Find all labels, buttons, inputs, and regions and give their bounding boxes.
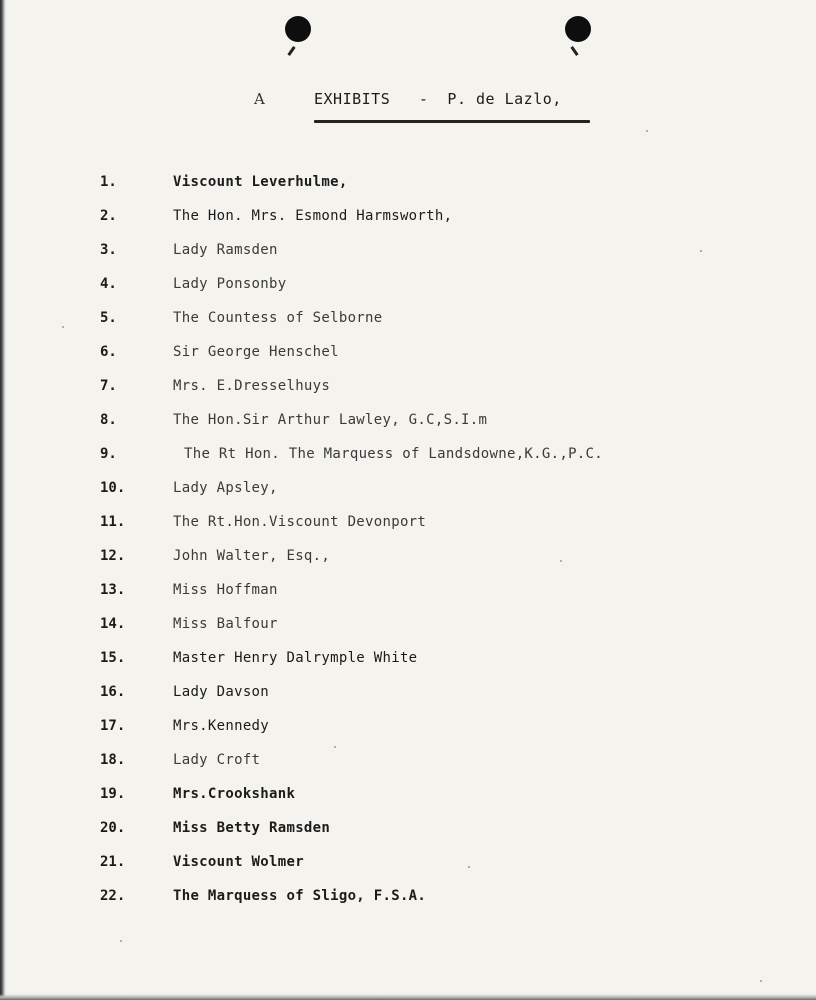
handwritten-marker: A (254, 90, 265, 108)
punch-hole-mark-left (287, 46, 295, 56)
paper-speck (120, 940, 122, 942)
document-header (250, 88, 610, 118)
list-item (0, 408, 816, 434)
list-item (0, 850, 816, 876)
item-name: Sir George Henschel (173, 344, 339, 360)
list-item (0, 816, 816, 842)
item-number: 4. (100, 276, 117, 292)
item-number: 15. (100, 650, 126, 666)
item-number: 8. (100, 412, 117, 428)
item-name: The Marquess of Sligo, F.S.A. (173, 888, 427, 904)
item-name: Master Henry Dalrymple White (173, 650, 418, 666)
item-number: 10. (100, 480, 126, 496)
item-number: 14. (100, 616, 126, 632)
punch-hole-right (565, 16, 591, 42)
item-number: 1. (100, 174, 117, 190)
list-item (0, 374, 816, 400)
list-item (0, 204, 816, 230)
paper-speck (700, 250, 702, 252)
list-item (0, 170, 816, 196)
item-number: 12. (100, 548, 126, 564)
item-name: Lady Apsley, (173, 480, 278, 496)
paper-speck (560, 560, 562, 562)
list-item (0, 442, 816, 468)
list-item (0, 680, 816, 706)
item-name: The Countess of Selborne (173, 310, 383, 326)
item-number: 3. (100, 242, 117, 258)
item-name: Mrs.Crookshank (173, 786, 296, 802)
item-name: Lady Ramsden (173, 242, 278, 258)
item-number: 13. (100, 582, 126, 598)
item-name: Miss Balfour (173, 616, 278, 632)
paper-speck (62, 326, 64, 328)
paper-speck (334, 746, 336, 748)
item-number: 6. (100, 344, 117, 360)
item-number: 19. (100, 786, 126, 802)
item-name: Viscount Wolmer (173, 854, 304, 870)
item-number: 11. (100, 514, 126, 530)
list-item (0, 476, 816, 502)
item-name: Mrs. E.Dresselhuys (173, 378, 331, 394)
list-item (0, 340, 816, 366)
item-name: Miss Betty Ramsden (173, 820, 331, 836)
item-name: Miss Hoffman (173, 582, 278, 598)
item-name: The Hon.Sir Arthur Lawley, G.C,S.I.m (173, 412, 488, 428)
item-name: The Rt.Hon.Viscount Devonport (173, 514, 427, 530)
list-item (0, 748, 816, 774)
list-item (0, 578, 816, 604)
punch-hole-mark-right (570, 46, 578, 56)
item-name: Mrs.Kennedy (173, 718, 270, 734)
item-name: John Walter, Esq., (173, 548, 331, 564)
item-name: Lady Croft (173, 752, 261, 768)
list-item (0, 714, 816, 740)
item-number: 7. (100, 378, 117, 394)
item-name: The Hon. Mrs. Esmond Harmsworth, (173, 208, 453, 224)
list-item (0, 510, 816, 536)
list-item (0, 612, 816, 638)
item-number: 16. (100, 684, 126, 700)
item-number: 22. (100, 888, 126, 904)
list-item (0, 272, 816, 298)
document-title: EXHIBITS - P. de Lazlo, (314, 90, 562, 108)
item-name: The Rt Hon. The Marquess of Landsdowne,K.G.,P.C. (184, 446, 603, 462)
list-item (0, 238, 816, 264)
list-item (0, 884, 816, 910)
item-number: 18. (100, 752, 126, 768)
item-name: Viscount Leverhulme, (173, 174, 348, 190)
paper-speck (646, 130, 648, 132)
list-item (0, 782, 816, 808)
item-number: 5. (100, 310, 117, 326)
list-item (0, 544, 816, 570)
punch-hole-left (285, 16, 311, 42)
item-number: 20. (100, 820, 126, 836)
item-number: 2. (100, 208, 117, 224)
title-underline (314, 120, 590, 123)
item-number: 9. (100, 446, 117, 462)
paper-speck (760, 980, 762, 982)
item-name: Lady Davson (173, 684, 270, 700)
item-number: 17. (100, 718, 126, 734)
list-item (0, 306, 816, 332)
item-name: Lady Ponsonby (173, 276, 287, 292)
list-item (0, 646, 816, 672)
page-bottom-edge (0, 994, 816, 1000)
item-number: 21. (100, 854, 126, 870)
paper-speck (468, 866, 470, 868)
